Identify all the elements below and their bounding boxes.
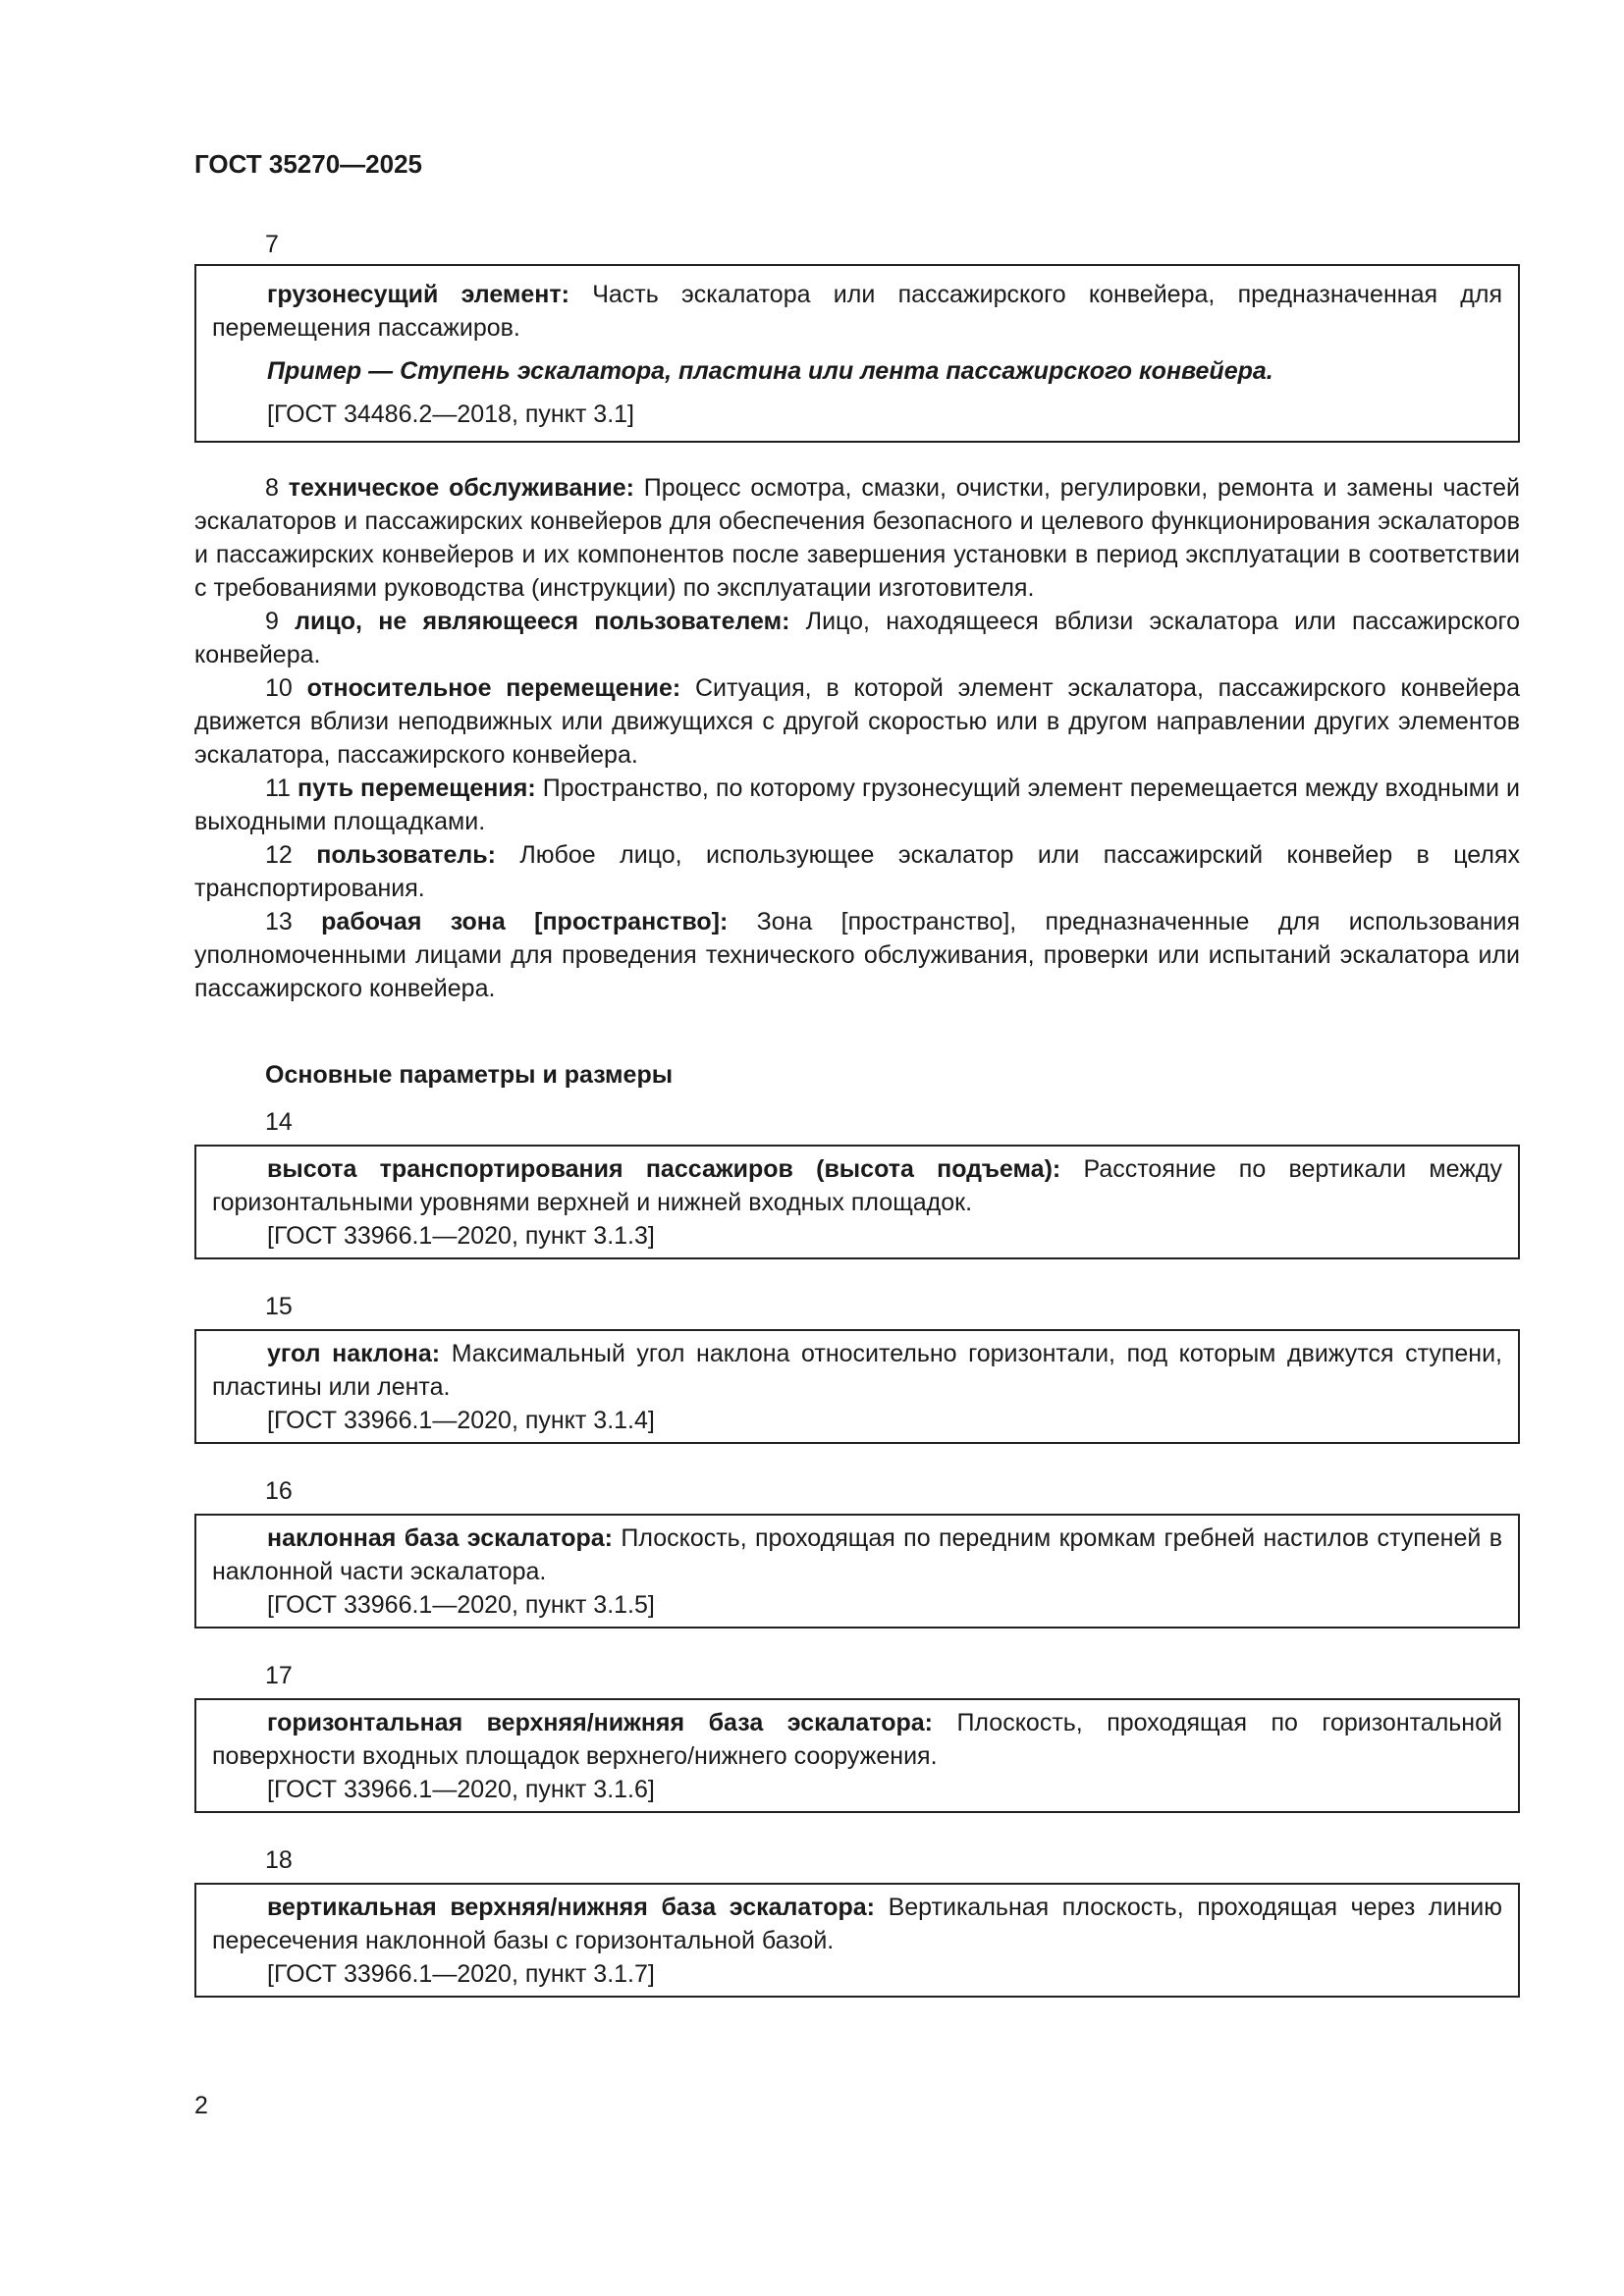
term-source: [ГОСТ 33966.1—2020, пункт 3.1.6] [267, 1776, 655, 1803]
term-source: [ГОСТ 33966.1—2020, пункт 3.1.5] [267, 1591, 655, 1619]
definition-text: Ситуация, в которой элемент эскалатора, пассажирского конвейера движется вблизи неподвижных или движущихся с другой скоростью или в другом направлении других элементов эскалатора, пассажирского конвейера. [194, 674, 1520, 769]
term-number: 7 [265, 231, 279, 258]
term-definition [212, 1152, 1502, 1219]
term-name: пользователь: [316, 841, 496, 869]
term-name: путь перемещения: [298, 774, 536, 802]
section-heading: Основные параметры и размеры [265, 1061, 674, 1089]
term-example: Пример — Ступень эскалатора, пластина или лента пассажирского конвейера. [267, 357, 1273, 385]
term-name: техническое обслуживание: [288, 474, 634, 502]
term-number: 16 [265, 1477, 293, 1505]
term-box-15 [194, 1329, 1520, 1444]
term-source: [ГОСТ 33966.1—2020, пункт 3.1.4] [267, 1407, 655, 1434]
term-number: 13 [265, 908, 293, 935]
term-source: [ГОСТ 33966.1—2020, пункт 3.1.7] [267, 1960, 655, 1988]
term-definition [212, 1891, 1502, 1957]
term-box-17 [194, 1698, 1520, 1813]
term-11 [194, 772, 1520, 838]
term-number: 10 [265, 674, 293, 702]
terms-list [194, 471, 1520, 1005]
term-number: 8 [265, 474, 279, 502]
term-name: грузонесущий элемент: [267, 281, 569, 308]
term-number: 17 [265, 1662, 293, 1689]
term-name: высота транспортирования пассажиров (высота подъема): [267, 1155, 1061, 1183]
definition-text: Любое лицо, использующее эскалатор или пассажирский конвейер в целях транспортирования. [194, 841, 1520, 902]
definition-text: Лицо, находящееся вблизи эскалатора или пассажирского конвейера. [194, 608, 1520, 668]
document-id-header: ГОСТ 35270—2025 [194, 149, 422, 179]
term-name: угол наклона: [267, 1340, 441, 1367]
term-source: [ГОСТ 33966.1—2020, пункт 3.1.3] [267, 1222, 655, 1250]
definition-text: Расстояние по вертикали между горизонтальными уровнями верхней и нижней входных площадок. [212, 1155, 1502, 1216]
term-box-16 [194, 1514, 1520, 1629]
term-box-7 [194, 264, 1520, 443]
term-13 [194, 905, 1520, 1005]
term-box-14 [194, 1145, 1520, 1259]
term-definition [212, 1706, 1502, 1773]
definition-text: Максимальный угол наклона относительно горизонтали, под которым движутся ступени, пластины или лента. [212, 1340, 1502, 1401]
term-name: горизонтальная верхняя/нижняя база эскалатора: [267, 1709, 933, 1736]
term-box-18 [194, 1883, 1520, 1998]
definition-text: Пространство, по которому грузонесущий элемент перемещается между входными и выходными площадками. [194, 774, 1520, 835]
term-number: 11 [265, 774, 291, 802]
term-definition [212, 1522, 1502, 1588]
term-name: рабочая зона [пространство]: [321, 908, 729, 935]
definition-text: Плоскость, проходящая по передним кромкам гребней настилов ступеней в наклонной части эскалатора. [212, 1524, 1502, 1585]
term-number: 18 [265, 1846, 293, 1874]
term-12 [194, 838, 1520, 905]
definition-text: Процесс осмотра, смазки, очистки, регулировки, ремонта и замены частей эскалаторов и пассажирских конвейеров для обеспечения безопасного и целевого функционирования эскалаторов и пассажирских конвейеров и их компонентов после завершения установки в период эксплуатации в соответствии с требованиями руководства (инструкции) по эксплуатации изготовителя. [194, 474, 1520, 602]
term-number: 15 [265, 1293, 293, 1320]
term-8 [194, 471, 1520, 605]
term-name: лицо, не являющееся пользователем: [295, 608, 790, 635]
term-9 [194, 605, 1520, 671]
term-source: [ГОСТ 34486.2—2018, пункт 3.1] [267, 400, 634, 428]
term-number: 12 [265, 841, 293, 869]
term-number: 14 [265, 1108, 293, 1136]
term-name: относительное перемещение: [306, 674, 681, 702]
term-name: вертикальная верхняя/нижняя база эскалатора: [267, 1894, 875, 1921]
definition-text: Зона [пространство], предназначенные для использования уполномоченными лицами для проведения технического обслуживания, проверки или испытаний эскалатора или пассажирского конвейера. [194, 908, 1521, 1002]
term-definition [212, 278, 1502, 345]
page-number: 2 [194, 2092, 208, 2119]
term-10 [194, 671, 1520, 772]
definition-text: Вертикальная плоскость, проходящая через линию пересечения наклонной базы с горизонтальной базой. [212, 1894, 1502, 1954]
definition-text: Часть эскалатора или пассажирского конвейера, предназначенная для перемещения пассажиров. [212, 281, 1502, 342]
term-number: 9 [265, 608, 279, 635]
term-definition [212, 1337, 1502, 1404]
term-name: наклонная база эскалатора: [267, 1524, 613, 1552]
definition-text: Плоскость, проходящая по горизонтальной поверхности входных площадок верхнего/нижнего сооружения. [212, 1709, 1502, 1770]
